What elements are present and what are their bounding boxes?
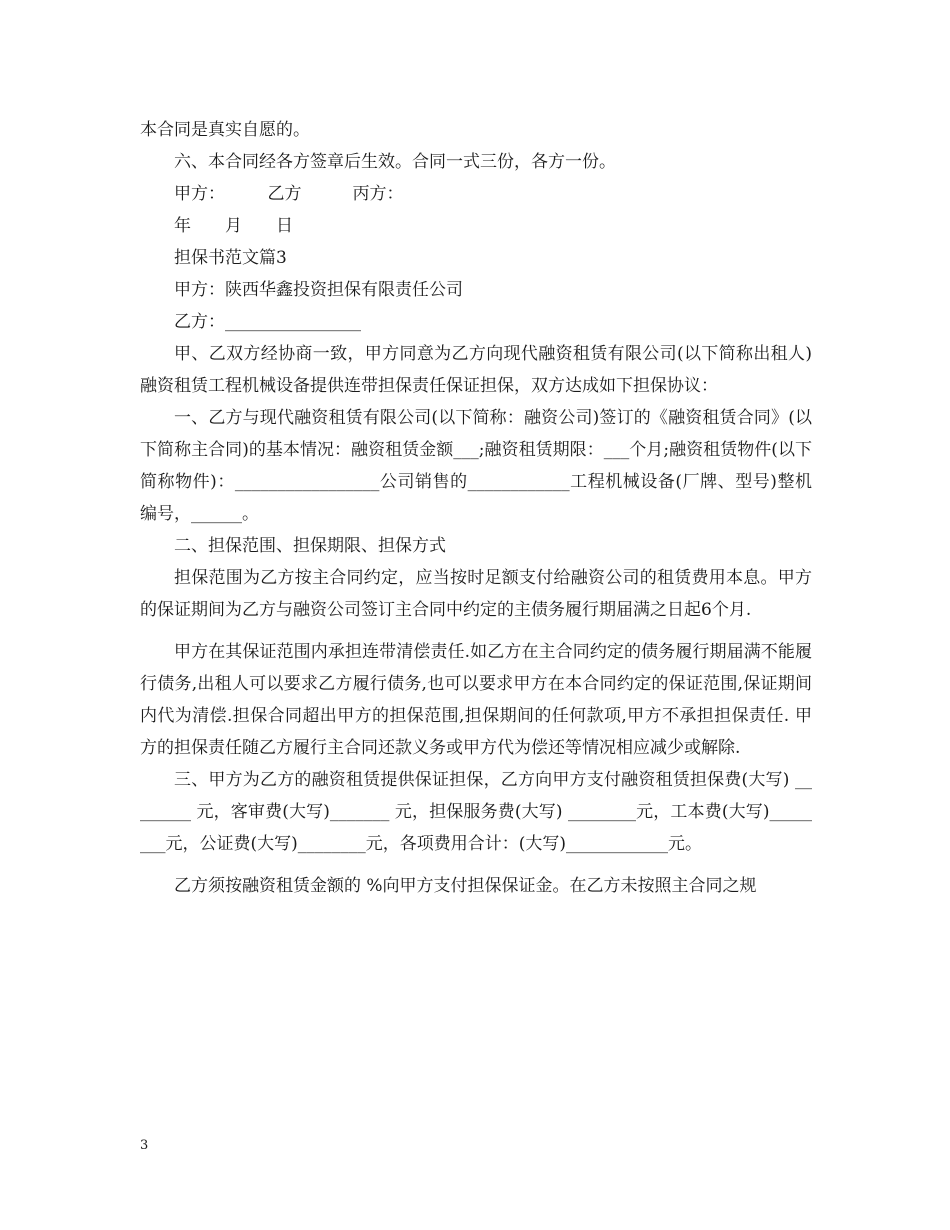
page-number: 3	[140, 1138, 149, 1153]
paragraph-1: 本合同是真实自愿的。	[140, 120, 310, 140]
clause-3-deposit: 乙方须按融资租赁金额的 %向甲方支付担保保证金。在乙方未按照主合同之规	[174, 876, 757, 896]
clause-2-scope: 担保范围为乙方按主合同约定，应当按时足额支付给融资公司的租赁费用本息。甲方的保证期间为乙方与融资公司签订主合同中约定的主债务履行期届满之日起6个月.	[140, 568, 812, 620]
paragraph-intro: 甲、乙双方经协商一致，甲方同意为乙方向现代融资租赁有限公司(以下简称出租人)融资租赁工程机械设备提供连带担保责任保证担保，双方达成如下担保协议：	[140, 344, 812, 396]
document-body	[140, 114, 812, 902]
section-title: 担保书范文篇3	[174, 248, 287, 268]
clause-1: 一、乙方与现代融资租赁有限公司(以下简称：融资公司)签订的《融资租赁合同》(以下简称主合同)的基本情况：融资租赁金额___;融资租赁期限：___个月;融资租赁物件(以下简称物件)：_________________公司销售的____________工程机械设备(厂牌、型号)整机编号，______。	[140, 408, 812, 524]
date-line: 年 月 日	[174, 216, 293, 236]
clause-2-heading: 二、担保范围、担保期限、担保方式	[174, 536, 446, 556]
party-a-line: 甲方：陕西华鑫投资担保有限责任公司	[174, 280, 463, 300]
paragraph-2: 六、本合同经各方签章后生效。合同一式三份，各方一份。	[174, 152, 616, 172]
clause-2-liability: 甲方在其保证范围内承担连带清偿责任.如乙方在主合同约定的债务履行期届满不能履行债务,出租人可以要求乙方履行债务,也可以要求甲方在本合同约定的保证范围,保证期间内代为清偿.担保合同超出甲方的担保范围,担保期间的任何款项,甲方不承担担保责任. 甲方的担保责任随乙方履行主合同还款义务或甲方代为偿还等情况相应减少或解除.	[140, 642, 812, 758]
clause-3-fees: 三、甲方为乙方的融资租赁提供保证担保，乙方向甲方支付融资租赁担保费(大写) ________ 元，客审费(大写)_______ 元，担保服务费(大写) ________元，工本费(大写)________元，公证费(大写)________元，各项费用合计：(大写)____________元。	[140, 770, 812, 854]
party-b-line: 乙方：________________	[174, 312, 361, 332]
signature-parties-line: 甲方： 乙方 丙方：	[174, 184, 404, 204]
